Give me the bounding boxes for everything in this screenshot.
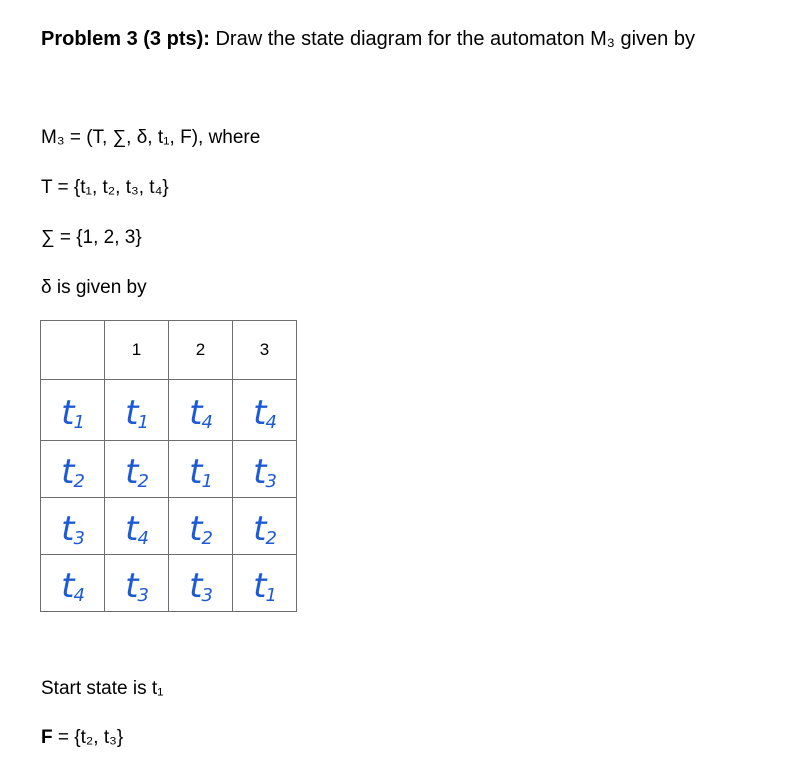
start-state-text: Start state is t₁ — [41, 678, 164, 699]
table-row — [41, 555, 297, 612]
handwritten-next-state: $t_1$ — [253, 566, 276, 606]
alphabet-definition: ∑ = {1, 2, 3} — [41, 227, 142, 248]
state-cell — [41, 498, 105, 555]
transition-cell — [169, 555, 233, 612]
table-row — [41, 498, 297, 555]
handwritten-state: $t_4$ — [61, 566, 84, 606]
handwritten-next-state: $t_1$ — [189, 452, 212, 492]
transition-table-header-row — [41, 321, 297, 380]
transition-cell — [233, 555, 297, 612]
header-cell-symbol-3: 3 — [233, 321, 297, 380]
handwritten-state: $t_2$ — [61, 452, 84, 492]
handwritten-next-state: $t_4$ — [189, 393, 212, 433]
automaton-definition: M₃ = (T, ∑, δ, t₁, F), where — [41, 127, 261, 148]
table-row — [41, 441, 297, 498]
transition-cell — [105, 498, 169, 555]
transition-cell — [105, 555, 169, 612]
handwritten-next-state: $t_3$ — [253, 452, 276, 492]
state-cell — [41, 555, 105, 612]
transition-cell — [233, 498, 297, 555]
transition-cell — [169, 380, 233, 441]
handwritten-next-state: $t_1$ — [125, 393, 148, 433]
table-row — [41, 380, 297, 441]
handwritten-next-state: $t_3$ — [189, 566, 212, 606]
transition-cell — [233, 441, 297, 498]
handwritten-next-state: $t_3$ — [125, 566, 148, 606]
state-set-definition: T = {t₁, t₂, t₃, t₄} — [41, 177, 169, 198]
final-states-value: = {t₂, t₃} — [52, 727, 124, 748]
final-states-definition — [41, 727, 123, 749]
header-cell-blank — [41, 321, 105, 380]
header-cell-symbol-1: 1 — [105, 321, 169, 380]
handwritten-next-state: $t_2$ — [125, 452, 148, 492]
transition-cell — [233, 380, 297, 441]
state-cell — [41, 380, 105, 441]
transition-cell — [169, 441, 233, 498]
handwritten-next-state: $t_2$ — [189, 509, 212, 549]
transition-cell — [105, 441, 169, 498]
transition-cell — [169, 498, 233, 555]
handwritten-state: $t_3$ — [61, 509, 84, 549]
handwritten-next-state: $t_2$ — [253, 509, 276, 549]
handwritten-next-state: $t_4$ — [253, 393, 276, 433]
handwritten-state: $t_1$ — [61, 393, 84, 433]
handwritten-next-state: $t_4$ — [125, 509, 148, 549]
transition-intro: δ is given by — [41, 277, 147, 298]
problem-number: Problem 3 (3 pts): — [41, 28, 210, 50]
problem-heading — [41, 28, 695, 51]
final-states-label: F — [41, 727, 53, 748]
transition-table — [40, 320, 297, 612]
transition-cell — [105, 380, 169, 441]
problem-instruction: Draw the state diagram for the automaton M₃ given by — [209, 28, 695, 50]
header-cell-symbol-2: 2 — [169, 321, 233, 380]
state-cell — [41, 441, 105, 498]
